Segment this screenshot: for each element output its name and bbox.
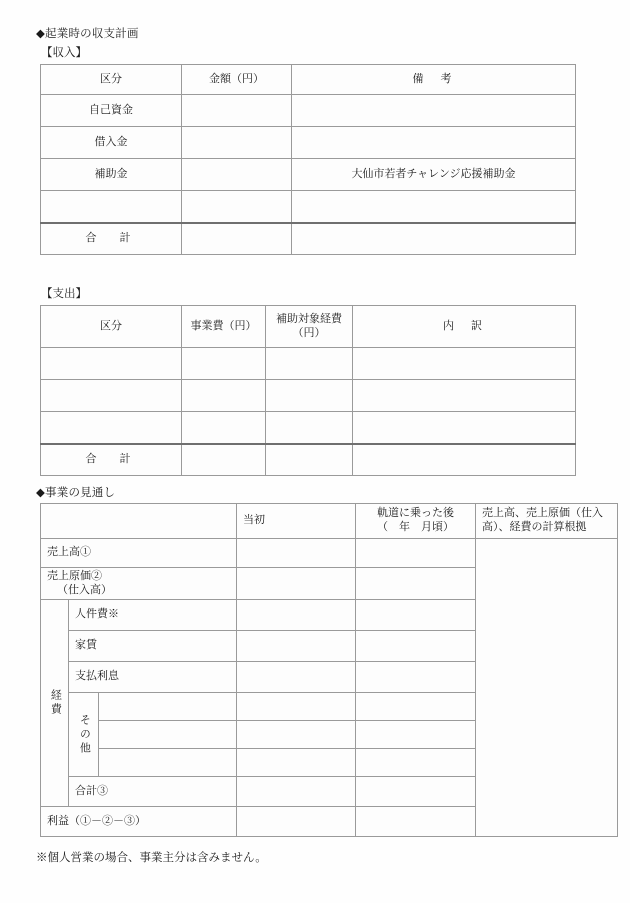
outlook-cogs-after[interactable] [356,568,476,600]
outlook-other-label-wrap [69,710,98,760]
outlook-rent-after[interactable] [356,631,476,662]
table-row [41,95,576,127]
table-row [41,159,576,191]
expense-row-2-business-cost[interactable] [182,412,266,444]
outlook-cogs-label-line1: 売上原価② [47,569,102,582]
income-header-row [41,65,576,95]
outlook-interest-after[interactable] [356,662,476,693]
income-col-note: 備 考 [292,65,576,95]
expense-row-2-subsidy-cost[interactable] [266,412,353,444]
income-section-heading: ◆起業時の収支計画 [36,28,139,40]
income-row-1-amount[interactable] [182,127,292,159]
income-row-3-note[interactable] [292,191,576,223]
outlook-other-label: その他 [78,713,91,756]
expense-row-1-business-cost[interactable] [182,380,266,412]
outlook-profit-initial[interactable] [237,807,356,837]
income-subheading: 【収入】 [41,47,87,59]
outlook-subtotal-initial[interactable] [237,777,356,807]
income-row-1-category: 借入金 [41,127,182,159]
outlook-sales-label: 売上高① [41,539,237,568]
expense-row-1-breakdown[interactable] [353,380,576,412]
outlook-col-initial: 当初 [237,504,356,539]
expense-row-1-subsidy-cost[interactable] [266,380,353,412]
expense-row-0-breakdown[interactable] [353,348,576,380]
income-total-row [41,223,576,255]
income-total-amount[interactable] [182,223,292,255]
expense-header-row [41,306,576,348]
outlook-col-basis [476,504,618,539]
expense-row-0-business-cost[interactable] [182,348,266,380]
outlook-expense-group-label: 経費 [49,689,62,717]
income-row-2-amount[interactable] [182,159,292,191]
income-row-3-amount[interactable] [182,191,292,223]
expense-table [40,305,576,476]
outlook-profit-label: 利益（①－②－③） [41,807,237,837]
outlook-other-0-label[interactable] [99,693,237,721]
outlook-basis-value[interactable] [476,539,618,837]
income-total-label: 合 計 [41,223,182,255]
expense-total-row [41,444,576,476]
outlook-other-0-after[interactable] [356,693,476,721]
outlook-cogs-initial[interactable] [237,568,356,600]
income-table [40,64,576,255]
outlook-profit-after[interactable] [356,807,476,837]
outlook-interest-initial[interactable] [237,662,356,693]
expense-col-category: 区分 [41,306,182,348]
income-row-3-category[interactable] [41,191,182,223]
expense-subheading: 【支出】 [41,288,87,300]
expense-total-label: 合 計 [41,444,182,476]
outlook-personnel-initial[interactable] [237,600,356,631]
outlook-header-row [41,504,618,539]
expense-col-subsidy-cost-line2: （円） [292,326,326,339]
outlook-col-after [356,504,476,539]
outlook-col-after-line1: 軌道に乗った後 [377,507,455,520]
outlook-personnel-after[interactable] [356,600,476,631]
outlook-footnote: ※個人営業の場合、事業主分は含みません。 [36,852,267,864]
outlook-col-basis-line2: 高）、経費の計算根拠 [482,521,587,533]
outlook-col-blank [41,504,237,539]
income-row-0-amount[interactable] [182,95,292,127]
outlook-other-2-after[interactable] [356,749,476,777]
income-row-1-note[interactable] [292,127,576,159]
table-row [41,380,576,412]
expense-total-breakdown[interactable] [353,444,576,476]
expense-row-2-category[interactable] [41,412,182,444]
outlook-other-2-label[interactable] [99,749,237,777]
outlook-expense-group-label-cell [41,600,69,807]
outlook-sales-after[interactable] [356,539,476,568]
table-row [41,348,576,380]
income-total-note[interactable] [292,223,576,255]
outlook-other-1-initial[interactable] [237,721,356,749]
income-row-2-category: 補助金 [41,159,182,191]
income-col-category: 区分 [41,65,182,95]
table-row [41,412,576,444]
outlook-section-heading: ◆事業の見通し [36,487,116,499]
expense-row-0-subsidy-cost[interactable] [266,348,353,380]
outlook-rent-initial[interactable] [237,631,356,662]
income-row-0-category: 自己資金 [41,95,182,127]
outlook-other-label-cell [69,693,99,777]
outlook-sales-initial[interactable] [237,539,356,568]
outlook-subtotal-after[interactable] [356,777,476,807]
expense-col-business-cost: 事業費（円） [182,306,266,348]
outlook-other-2-initial[interactable] [237,749,356,777]
table-row [41,191,576,223]
expense-total-subsidy-cost[interactable] [266,444,353,476]
outlook-other-1-after[interactable] [356,721,476,749]
outlook-cogs-label [41,568,237,600]
outlook-col-after-line2: （ 年 月頃） [377,521,455,533]
outlook-col-basis-line1: 売上高、売上原価（仕入 [482,507,604,520]
expense-row-1-category[interactable] [41,380,182,412]
outlook-cogs-label-line2: （仕入高） [57,583,112,596]
income-col-amount: 金額（円） [182,65,292,95]
table-row [41,539,618,568]
outlook-personnel-label: 人件費※ [69,600,237,631]
income-row-2-note[interactable]: 大仙市若者チャレンジ応援補助金 [292,159,576,191]
expense-col-breakdown: 内 訳 [353,306,576,348]
outlook-table [40,503,618,837]
income-row-0-note[interactable] [292,95,576,127]
expense-col-subsidy-cost-line1: 補助対象経費 [276,312,342,325]
expense-col-subsidy-cost [266,306,353,348]
expense-total-business-cost[interactable] [182,444,266,476]
outlook-subtotal-label: 合計③ [69,777,237,807]
outlook-interest-label: 支払利息 [69,662,237,693]
outlook-other-1-label[interactable] [99,721,237,749]
table-row [41,127,576,159]
expense-row-0-category[interactable] [41,348,182,380]
outlook-other-0-initial[interactable] [237,693,356,721]
expense-row-2-breakdown[interactable] [353,412,576,444]
outlook-rent-label: 家賃 [69,631,237,662]
outlook-expense-group-label-wrap [41,685,68,721]
